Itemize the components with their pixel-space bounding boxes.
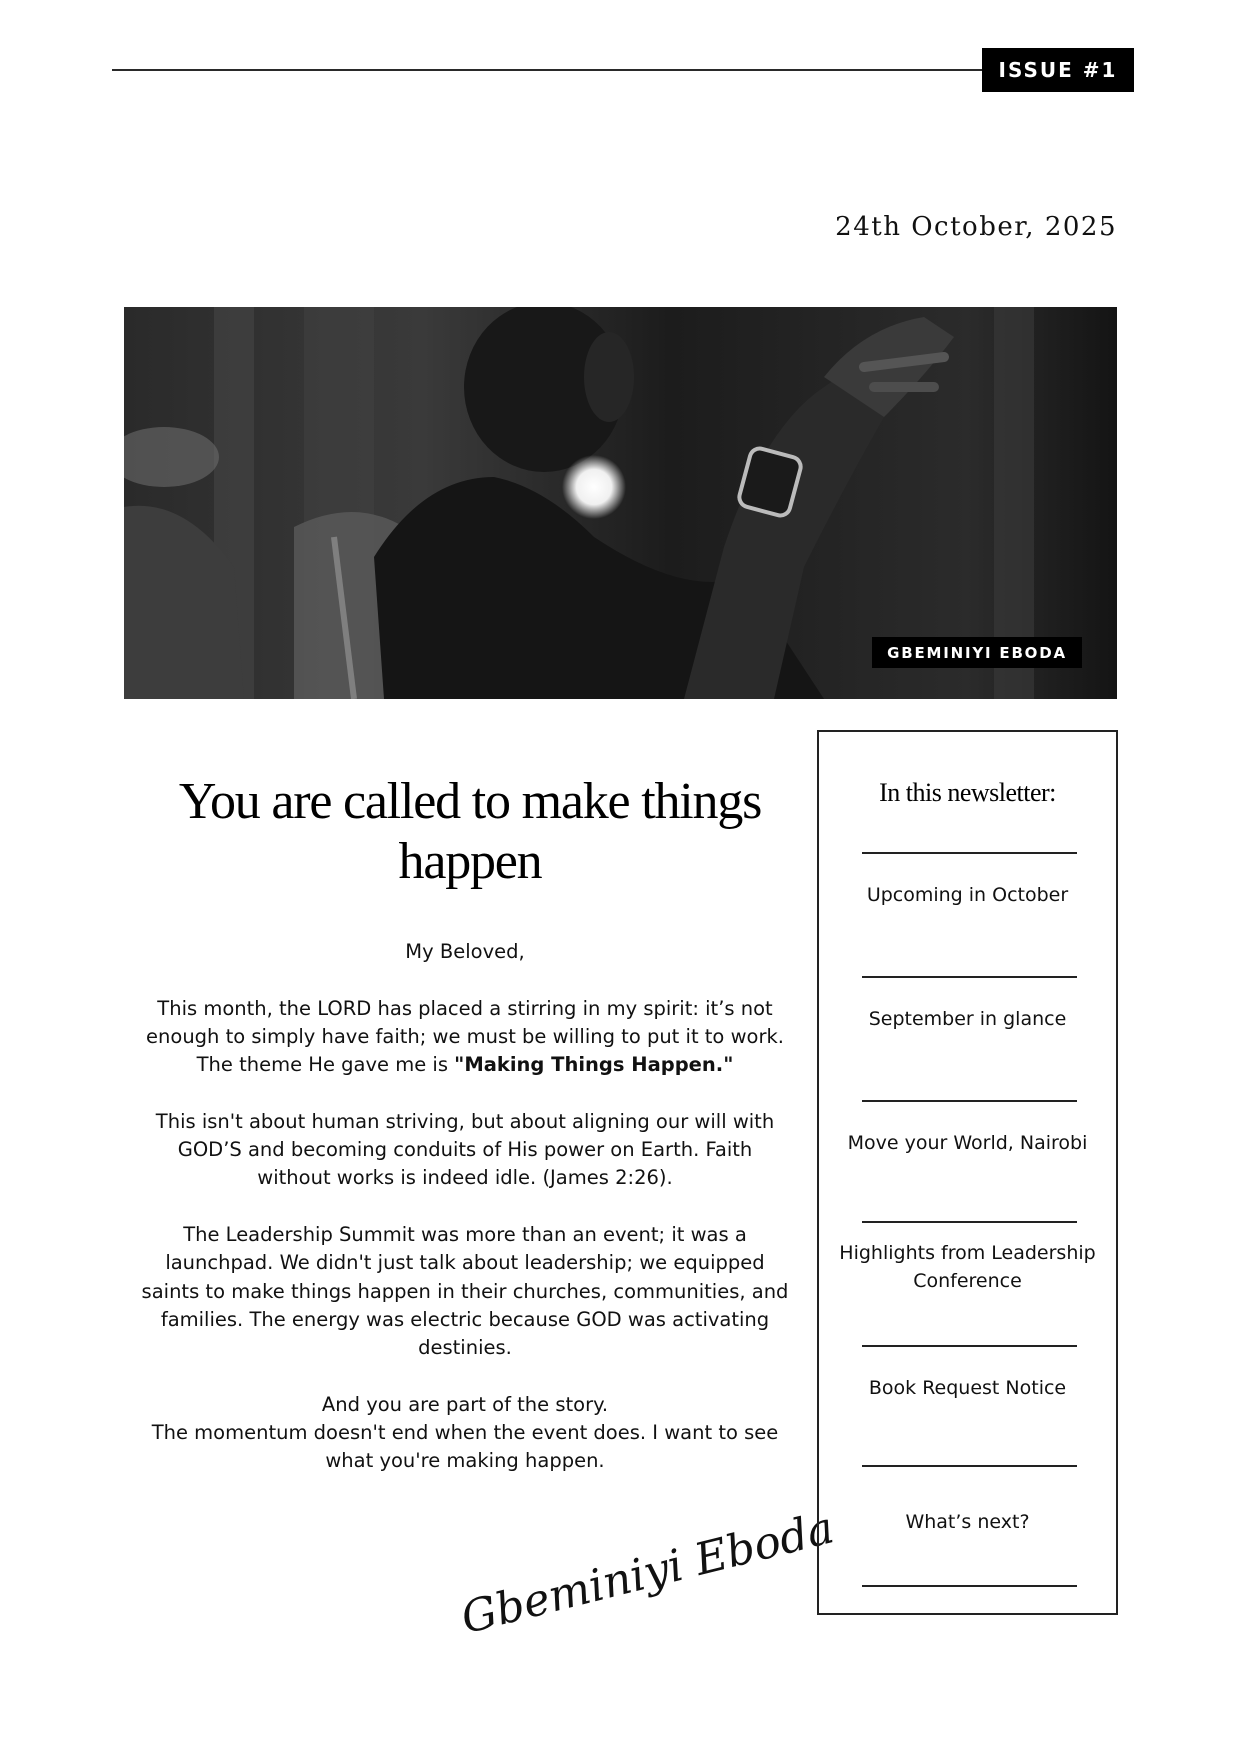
salutation: My Beloved, [405, 940, 525, 963]
contents-divider [862, 1585, 1077, 1587]
contents-item-september-glance[interactable]: September in glance [868, 1008, 1067, 1030]
letter-paragraph: The momentum doesn't end when the event does. I want to see what you're making happen. [151, 1421, 779, 1473]
signature: Gbeminiyi Eboda [456, 1502, 839, 1645]
issue-date: 24th October, 2025 [835, 212, 1117, 242]
contents-item-whats-next[interactable]: What’s next? [905, 1511, 1030, 1533]
contents-divider [862, 1465, 1077, 1467]
letter-paragraph [140, 995, 790, 1080]
photo-caption: GBEMINIYI EBODA [872, 637, 1082, 668]
contents-divider [862, 1345, 1077, 1347]
header-rule [112, 69, 984, 71]
paragraph-text: This month, the LORD has placed a stirring in my spirit: it’s not enough to simply have faith; we must be willing to put it to work. The theme He gave me is [146, 996, 784, 1077]
contents-title: In this newsletter: [879, 778, 1056, 807]
contents-divider [862, 976, 1077, 978]
contents-divider [862, 1100, 1077, 1102]
newsletter-contents-box [817, 730, 1118, 1615]
contents-item-move-your-world[interactable]: Move your World, Nairobi [847, 1132, 1088, 1154]
issue-badge: ISSUE #1 [982, 48, 1134, 92]
theme-emphasis: "Making Things Happen." [454, 1053, 734, 1077]
contents-divider [862, 1221, 1077, 1223]
article-headline: You are called to make things happen [178, 773, 762, 890]
letter-paragraph: This isn't about human striving, but about aligning our will with GOD’S and becoming conduits of His power on Earth. Faith without works is indeed idle. (James 2:26). [155, 1109, 775, 1190]
contents-item-book-request[interactable]: Book Request Notice [868, 1377, 1067, 1399]
letter-paragraph: And you are part of the story. [321, 1392, 609, 1416]
contents-item-upcoming-october[interactable]: Upcoming in October [866, 884, 1069, 906]
contents-item-leadership-highlights[interactable]: Highlights from Leadership Conference [839, 1242, 1096, 1292]
contents-divider [862, 852, 1077, 854]
letter-paragraph: The Leadership Summit was more than an event; it was a launchpad. We didn't just talk about leadership; we equipped saints to make things happen in their churches, communities, and families. The energy was electric because GOD was activating destinies. [141, 1222, 789, 1360]
letter-body [140, 938, 790, 1476]
